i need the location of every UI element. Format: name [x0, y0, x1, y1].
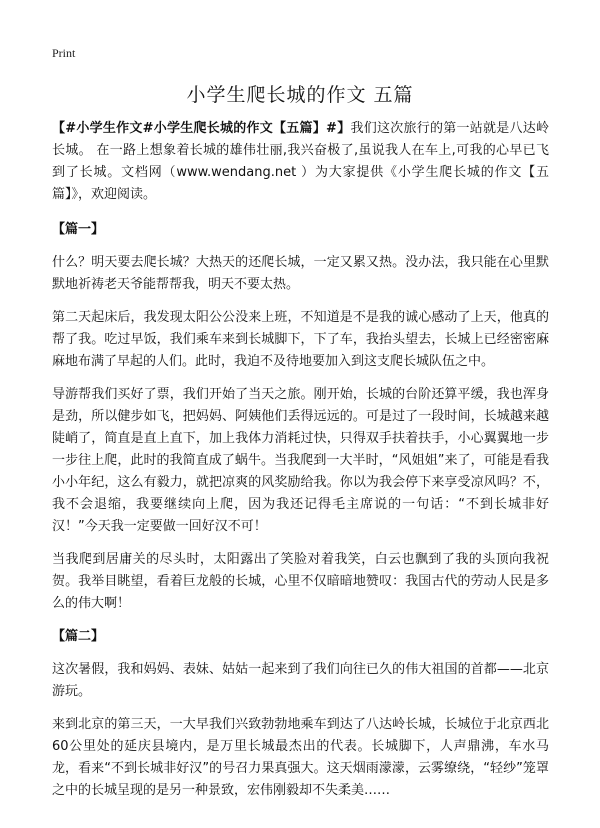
- print-link[interactable]: Print: [52, 46, 76, 60]
- paragraph: 什么？明天要去爬长城？大热天的还爬长城，一定又累又热。没办法，我只能在心里默默地祈祷老天爷能帮帮我，明天不要太热。: [52, 255, 549, 292]
- paragraph: 第二天起床后，我发现太阳公公没来上班，不知道是不是我的诚心感动了上天，他真的帮了我。吃过早饭，我们乘车来到长城脚下，下了车，我抬头望去，长城上已经密密麻麻地布满了早起的人们。此时，我迫不及待地要加入到这支爬长城队伍之中。: [52, 310, 549, 369]
- section-heading-1: 【篇一】: [52, 222, 105, 237]
- article-body: [52, 118, 549, 813]
- paragraph: 导游帮我们买好了票，我们开始了当天之旅。刚开始，长城的台阶还算平缓，我也浑身是劲，所以健步如飞，把妈妈、阿姨他们丢得远远的。可是过了一段时间，长城越来越陡峭了，简直是直上直下，加上我体力消耗过快，只得双手扶着扶手，小心翼翼地一步一步往上爬，此时的我简直成了蜗牛。当我爬到一大半时，“风姐姐”来了，可能是看我小小年纪，这么有毅力，就把凉爽的风奖励给我。你以为我会停下来享受凉风吗？不，我不会退缩，我要继续向上爬，因为我还记得毛主席说的一句话：“不到长城非好汉！”今天我一定要做一回好汉不可！: [52, 387, 549, 534]
- paragraph: 当我爬到居庸关的尽头时，太阳露出了笑脸对着我笑，白云也飘到了我的头顶向我祝贺。我举目眺望，看着巨龙般的长城，心里不仅暗暗地赞叹：我国古代的劳动人民是多么的伟大啊！: [52, 552, 549, 611]
- section-heading-2: 【篇二】: [52, 629, 105, 644]
- intro-text: 我们这次旅行的第一站就是八达岭长城。 在一路上想象着长城的雄伟壮丽,我兴奋极了,虽说我人在车上,可我的心早已飞到了长城。文档网（www.wendang.net ）为大家提供《小学生爬长城的作文【五篇】》，欢迎阅读。: [52, 121, 549, 202]
- paragraph: 这次暑假，我和妈妈、表妹、姑姑一起来到了我们向往已久的伟大祖国的首都——北京游玩。: [52, 662, 549, 699]
- page-title: 小学生爬长城的作文 五篇: [186, 84, 414, 106]
- paragraph: 来到北京的第三天，一大早我们兴致勃勃地乘车到达了八达岭长城，长城位于北京西北60公里处的延庆县境内，是万里长城最杰出的代表。长城脚下，人声鼎沸，车水马龙，看来“不到长城非好汉”的号召力果真强大。这天烟雨濛濛，云雾缭绕，“轻纱”笼罩之中的长城呈现的是另一种景致，宏伟刚毅却不失柔美……: [52, 717, 549, 798]
- intro-lead: 【#小学生作文#小学生爬长城的作文【五篇】#】: [52, 121, 351, 136]
- intro-paragraph: [52, 118, 549, 206]
